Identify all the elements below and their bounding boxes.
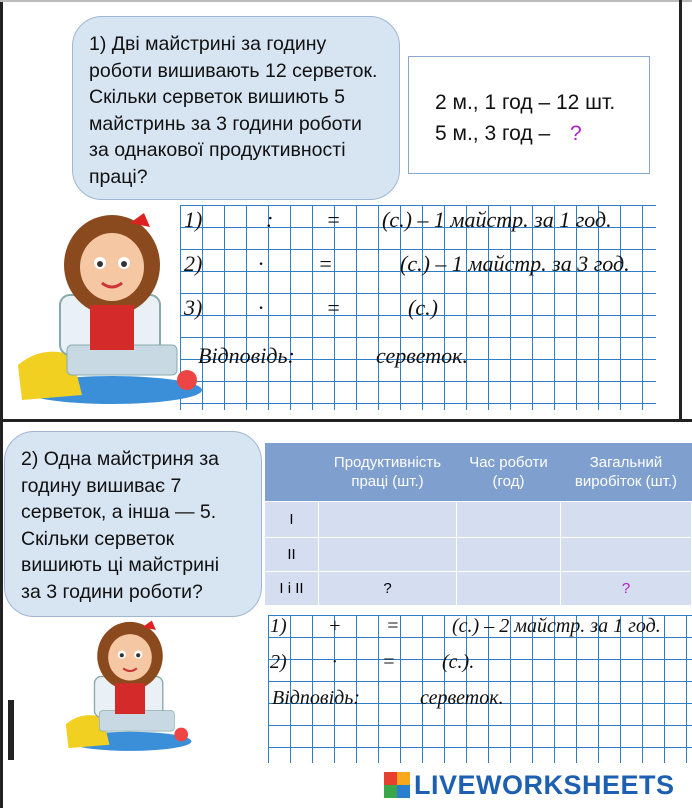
- condition-line-1: 2 м., 1 год – 12 шт.: [435, 91, 616, 114]
- logo-icon: [384, 772, 410, 798]
- table-cell[interactable]: [319, 501, 457, 537]
- problem1-line: роботи вишивають 12 серветок.: [89, 59, 378, 82]
- problem1-line: праці?: [89, 165, 148, 188]
- right-border-top: [679, 0, 682, 420]
- problem2-line: вишиють ці майстрині: [21, 554, 220, 576]
- step2-multiply-sign: ·: [258, 251, 264, 276]
- answer1-unit: серветок.: [376, 343, 468, 368]
- step1-result-text: (с.) – 1 майстр. за 1 год.: [382, 207, 612, 232]
- problem2-line: серветок, а інша — 5.: [21, 501, 217, 523]
- step1-number: 1): [184, 207, 203, 232]
- step2-number: 2): [184, 251, 203, 276]
- step3-result-text: (с.): [408, 295, 438, 320]
- table-cell[interactable]: [561, 501, 692, 537]
- liveworksheets-logo[interactable]: [384, 768, 675, 802]
- table-header-empty: [265, 443, 319, 501]
- logo-text: LIVEWORKSHEETS: [414, 769, 675, 800]
- p2-step1-equals-sign: =: [386, 615, 400, 637]
- problem2-line: годину вишиває 7: [21, 474, 182, 497]
- table-header-productivity: Продуктивність праці (шт.): [319, 443, 457, 501]
- p2-step2-equals-sign: =: [382, 651, 396, 673]
- left-border: [0, 0, 3, 808]
- condition-line-2: 5 м., 3 год – ?: [435, 122, 582, 145]
- table-cell[interactable]: [457, 501, 561, 537]
- p2-step2-multiply-sign: ·: [332, 651, 337, 673]
- answer2-label: Відповідь:: [272, 687, 361, 709]
- left-marker: [8, 700, 14, 760]
- problem2-answer-grid: [268, 615, 692, 763]
- step1-divide-sign: :: [266, 207, 274, 232]
- row-label: ІІ: [265, 537, 319, 571]
- problem2-line: за 3 години роботи?: [21, 580, 203, 603]
- problem1-text-bubble: [72, 16, 400, 200]
- condition-question-mark: ?: [570, 122, 582, 145]
- table-cell-question[interactable]: ?: [561, 571, 692, 605]
- table-cell[interactable]: ?: [319, 571, 457, 605]
- problem1-answer-grid: [180, 205, 656, 410]
- problem2-line: Скільки серветок: [21, 527, 175, 550]
- p2-step2-result-text: (с.).: [442, 651, 475, 673]
- problem2-text-bubble: [4, 431, 262, 617]
- p2-step1-plus-sign: +: [328, 615, 342, 637]
- table-cell[interactable]: [457, 537, 561, 571]
- problem1-line: 1) Дві майстрині за годину: [89, 33, 327, 55]
- problem1-line: за однакової продуктивності: [89, 139, 346, 161]
- step1-equals-sign: =: [326, 207, 341, 232]
- answer2-unit: серветок.: [420, 687, 504, 709]
- seamstress-illustration: [12, 205, 212, 410]
- answer1-label: Відповідь:: [198, 343, 295, 368]
- top-border: [0, 0, 692, 2]
- table-header-time: Час роботи (год): [457, 443, 561, 501]
- table-cell[interactable]: [319, 537, 457, 571]
- step2-result-text: (с.) – 1 майстр. за 3 год.: [400, 251, 630, 276]
- condition-box: [408, 56, 650, 174]
- problem2-line: 2) Одна майстриня за: [21, 448, 219, 470]
- step3-number: 3): [184, 295, 203, 320]
- problem1-line: майстринь за 3 години роботи: [89, 112, 362, 135]
- table-cell[interactable]: [457, 571, 561, 605]
- step3-equals-sign: =: [326, 295, 341, 320]
- step2-equals-sign: =: [318, 251, 333, 276]
- problem1-line: Скільки серветок вишиють 5: [89, 86, 345, 108]
- step3-multiply-sign: ·: [258, 295, 264, 320]
- p2-step1-result-text: (с.) – 2 майстр. за 1 год.: [452, 615, 661, 637]
- p2-step2-number: 2): [270, 651, 287, 673]
- table-header-total: Загальний виробіток (шт.): [561, 443, 692, 501]
- table-cell[interactable]: [561, 537, 692, 571]
- row-label: І: [265, 501, 319, 537]
- seamstress-illustration-small: [60, 615, 200, 755]
- section-divider: [0, 419, 692, 422]
- p2-step1-number: 1): [270, 615, 287, 637]
- row-label: І і ІІ: [265, 571, 319, 605]
- productivity-table: [264, 443, 692, 606]
